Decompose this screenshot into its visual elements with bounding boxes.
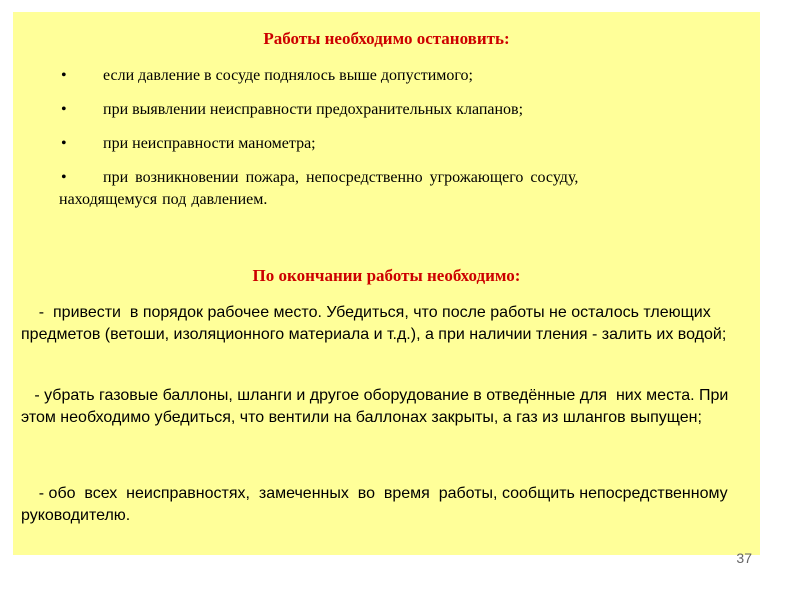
list-item-text: если давление в сосуде поднялось выше допустимого; <box>103 67 473 84</box>
list-item <box>59 65 749 87</box>
bullet-marker: • <box>61 67 67 84</box>
stop-conditions-list <box>59 65 749 223</box>
bullet-marker: • <box>61 169 67 186</box>
heading-after-work: По окончании работы необходимо: <box>252 266 521 285</box>
page-number: 37 <box>736 550 752 566</box>
heading-stop-work: Работы необходимо остановить: <box>263 29 510 48</box>
bullet-marker: • <box>61 135 67 152</box>
list-item <box>59 133 749 155</box>
bullet-marker: • <box>61 101 67 118</box>
paragraph-gas-cylinders: - убрать газовые баллоны, шланги и другое оборудование в отведённые для них места. При этом необходимо убедиться, что вентили на баллонах закрыты, а газ из шлангов выпущен; <box>21 387 733 426</box>
list-item <box>59 167 749 211</box>
list-item-text: при возникновении пожара, непосредственно угрожающего сосуду, <box>103 169 579 186</box>
list-item-text: при неисправности манометра; <box>103 135 316 152</box>
list-item <box>59 99 749 121</box>
paragraph-workplace: - привести в порядок рабочее место. Убедиться, что после работы не осталось тлеющих предметов (ветоши, изоляционного материала и т.д.), а при наличии тления - залить их водой; <box>21 304 727 343</box>
list-item-continuation: находящемуся под давлением. <box>59 191 268 208</box>
paragraph-report-faults: - обо всех неисправностях, замеченных во время работы, сообщить непосредственному руководителю. <box>21 485 733 524</box>
list-item-text: при выявлении неисправности предохранительных клапанов; <box>103 101 524 118</box>
slide-panel <box>13 12 760 555</box>
